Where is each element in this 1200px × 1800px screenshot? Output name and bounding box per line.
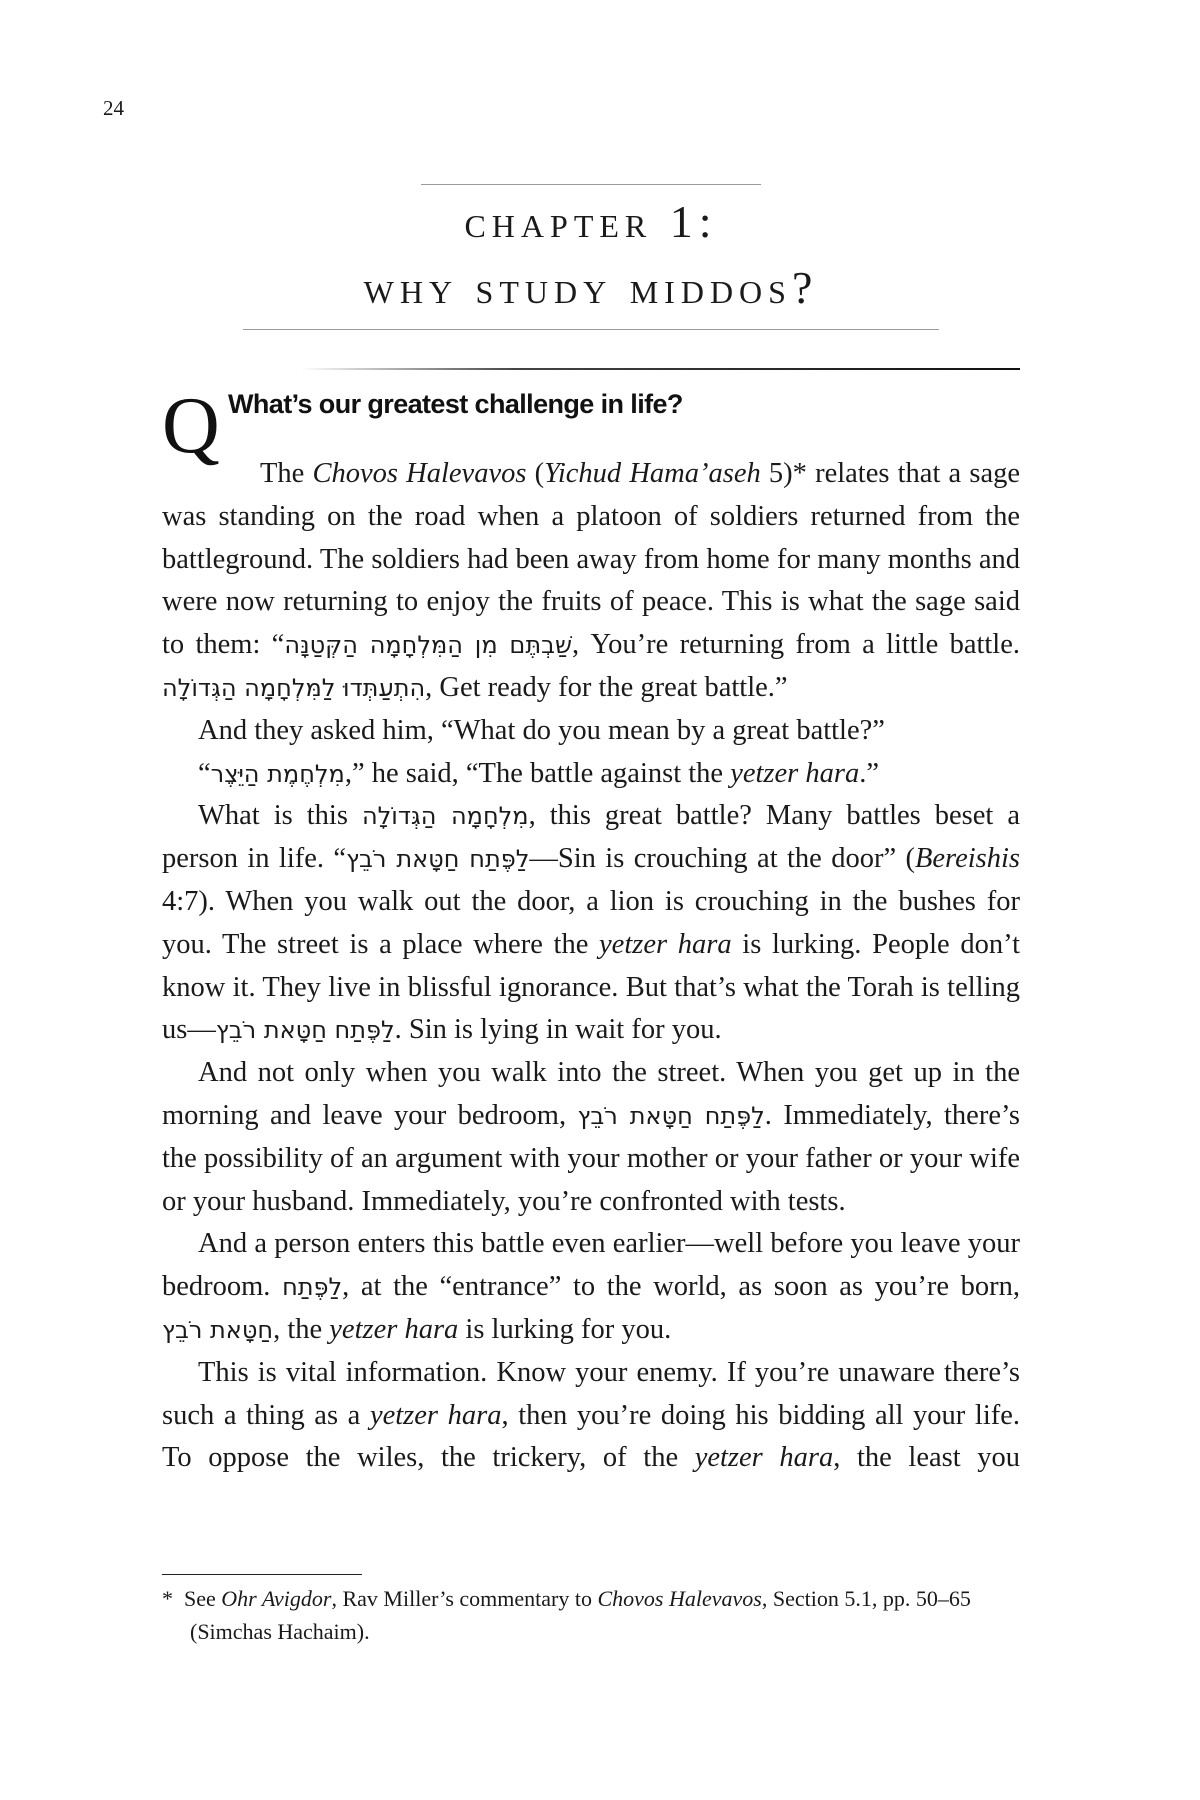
- hebrew-quote: מִלְחֶמֶת הַיֵּצֶר: [210, 759, 345, 788]
- paragraph: “מִלְחֶמֶת הַיֵּצֶר,” he said, “The battle against the yetzer hara.”: [198, 757, 879, 789]
- hebrew-quote: חַטָּאת רֹבֵץ: [162, 1315, 274, 1344]
- italic-term: Bereishis: [914, 843, 1020, 875]
- hebrew-quote: לַפֶּתַח חַטָּאת רֹבֵץ: [215, 1016, 395, 1045]
- chapter-bottom-rule: [243, 329, 939, 330]
- italic-term: yetzer hara: [329, 1313, 459, 1345]
- hebrew-quote: לַפֶּתַח חַטָּאת רֹבֵץ: [577, 1101, 765, 1130]
- page-number: 24: [103, 96, 124, 120]
- question-heading: What’s our greatest challenge in life?: [228, 389, 683, 419]
- italic-term: yetzer hara: [599, 928, 732, 960]
- hebrew-quote: מִלְחָמָה הַגְּדוֹלָה: [361, 802, 529, 831]
- paragraph: And they asked him, “What do you mean by a great battle?”: [198, 714, 885, 746]
- footnote: * See Ohr Avigdor, Rav Miller’s commentary to Chovos Halevavos, Section 5.1, pp. 50–65 (Simchas Hachaim).: [162, 1586, 971, 1644]
- hebrew-quote: לַפֶּתַח חַטָּאת רֹבֵץ: [346, 845, 530, 874]
- paragraph: What is this מִלְחָמָה הַגְּדוֹלָה, this great battle? Many battles beset a person in life. “לַפֶּתַח חַטָּאת רֹבֵץ—Sin is crouching at the door” (Bereishis 4:7). When you walk out the door, a lion is crouching in the bushes for you. The street is a place where the yetzer hara is lurking. People don’t know it. They live in blissful ignorance. But that’s what the Torah is telling us—לַפֶּתַח חַטָּאת רֹבֵץ. Sin is lying in wait for you.: [162, 800, 1021, 1046]
- hebrew-quote: שַׁבְתֶּם מִן הַמִּלְחָמָה הַקְּטַנָּה: [284, 631, 573, 660]
- chapter-title: why study middos?: [363, 262, 819, 313]
- footnote-rule: [162, 1574, 362, 1575]
- italic-term: Yichud Hama’aseh: [544, 458, 761, 489]
- italic-term: Chovos Halevavos: [597, 1586, 762, 1611]
- italic-term: Ohr Avigdor: [221, 1586, 332, 1611]
- italic-term: yetzer hara: [369, 1399, 502, 1431]
- paragraph: And not only when you walk into the street. When you get up in the morning and leave your bedroom, לַפֶּתַח חַטָּאת רֹבֵץ. Immediately, there’s the possibility of an argument with your mother or your father or your wife or your husband. Immediately, you’re confronted with tests.: [162, 1057, 1020, 1217]
- paragraph: And a person enters this battle even earlier—well before you leave your bedroom. לַפֶּתַח, at the “entrance” to the world, as soon as you’re born, חַטָּאת רֹבֵץ, the yetzer hara is lurking for you.: [162, 1228, 1020, 1345]
- hebrew-quote: לַפֶּתַח: [282, 1273, 343, 1302]
- hebrew-quote: הִתְעַתְּדוּ לַמִּלְחָמָה הַגְּדוֹלָה: [162, 673, 426, 702]
- italic-term: yetzer hara: [694, 1442, 834, 1474]
- italic-term: Chovos Halevavos: [312, 458, 527, 489]
- body-text: [162, 453, 1020, 1480]
- paragraph: This is vital information. Know your enemy. If you’re unaware there’s such a thing as a yetzer hara, then you’re doing his bidding all your life. To oppose the wiles, the trickery, of the yetzer hara, the least you: [162, 1356, 1021, 1474]
- section-rule: [300, 368, 1020, 370]
- chapter-heading: [243, 184, 939, 330]
- chapter-top-rule: [421, 184, 761, 185]
- italic-term: yetzer hara: [730, 757, 860, 789]
- chapter-number: chapter 1:: [464, 196, 718, 247]
- paragraph: The Chovos Halevavos (Yichud Hama’aseh 5)* relates that a sage was standing on the road when a platoon of soldiers returned from the battleground. The soldiers had been away from home for many months and were now returning to enjoy the fruits of peace. This is what the sage said to them: “שַׁבְתֶּם מִן הַמִּלְחָמָה הַקְּטַנָּה, You’re returning from a little battle. הִתְעַתְּדוּ לַמִּלְחָמָה הַגְּדוֹלָה, Get ready for the great battle.”: [162, 458, 1020, 703]
- question-marker: Q: [162, 382, 220, 470]
